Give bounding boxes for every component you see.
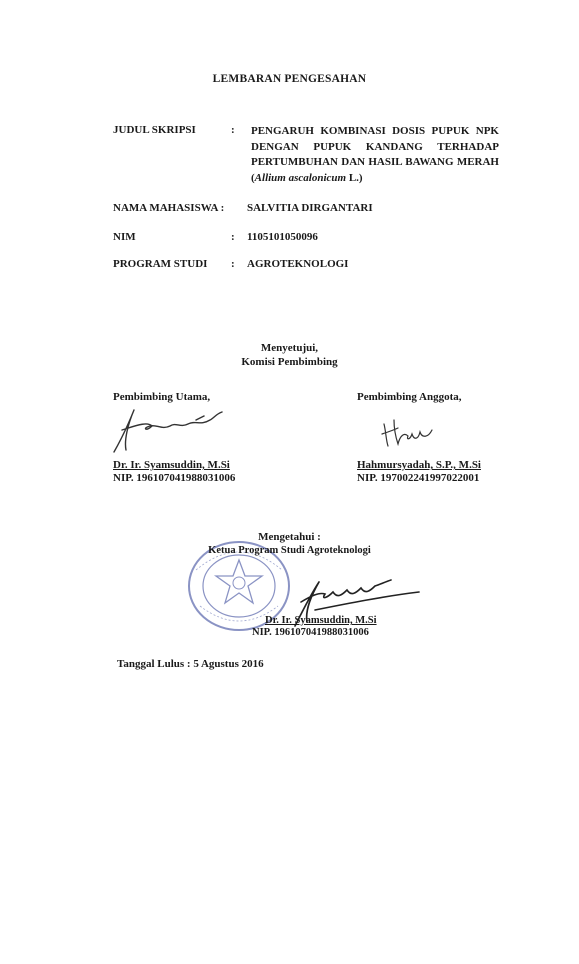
approval-block	[0, 341, 579, 369]
supervisor-member-nip: NIP. 197002241997022001	[357, 472, 480, 484]
prodi-label: PROGRAM STUDI	[113, 258, 208, 270]
supervisor-member-signature	[380, 414, 440, 450]
judul-value-italic: Allium ascalonicum	[254, 171, 347, 184]
head-name: Dr. Ir. Syamsuddin, M.Si	[265, 615, 377, 626]
nim-value: 1105101050096	[247, 231, 318, 243]
judul-value	[251, 124, 499, 186]
supervisor-main-nip: NIP. 196107041988031006	[113, 472, 236, 484]
judul-value-main: PENGARUH KOMBINASI DOSIS PUPUK NPK DENGAN PUPUK KANDANG TERHADAP PERTUMBUHAN DAN HASIL BAWANG MERAH (	[251, 125, 499, 184]
judul-colon: :	[231, 124, 235, 136]
nama-label: NAMA MAHASISWA :	[113, 202, 225, 214]
approval-line2: Komisi Pembimbing	[241, 356, 338, 368]
judul-value-end: L.)	[346, 171, 363, 184]
acknowledged-line1: Mengetahui :	[258, 531, 321, 543]
supervisor-main-signature	[100, 404, 240, 456]
prodi-value: AGROTEKNOLOGI	[247, 258, 349, 270]
acknowledged-block	[0, 530, 579, 558]
acknowledged-line2: Ketua Program Studi Agroteknologi	[208, 545, 371, 556]
supervisor-main-role: Pembimbing Utama,	[113, 391, 211, 403]
approval-line1: Menyetujui,	[260, 342, 319, 354]
nim-label: NIM	[113, 231, 136, 243]
head-nip: NIP. 196107041988031006	[252, 627, 369, 638]
nim-colon: :	[231, 231, 235, 243]
supervisor-main-name: Dr. Ir. Syamsuddin, M.Si	[113, 459, 230, 471]
graduation-date: Tanggal Lulus : 5 Agustus 2016	[117, 658, 264, 670]
page-title: LEMBARAN PENGESAHAN	[212, 73, 367, 85]
prodi-colon: :	[231, 258, 235, 270]
supervisor-member-name: Hahmursyadah, S.P., M.Si	[357, 459, 481, 471]
judul-label: JUDUL SKRIPSI	[113, 124, 196, 136]
nama-value: SALVITIA DIRGANTARI	[247, 202, 373, 214]
supervisor-member-role: Pembimbing Anggota,	[357, 391, 462, 403]
